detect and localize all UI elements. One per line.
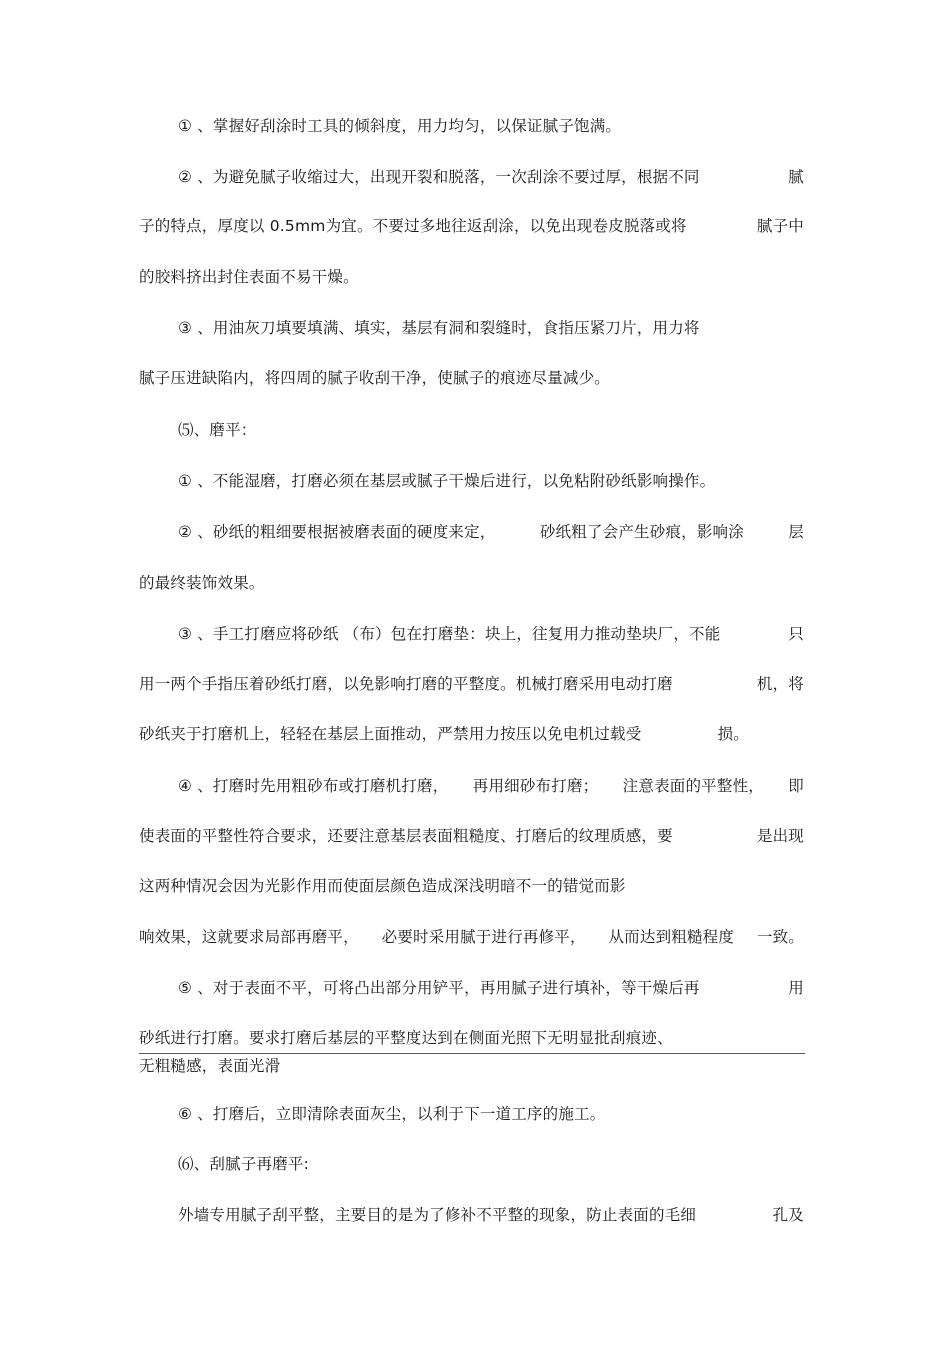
paragraph-step-2-line-3: 的胶料挤出封住表面不易干燥。 (139, 268, 359, 286)
sanding-step-2-line-1 (178, 522, 804, 542)
text-segment: ② 、为避免腻子收缩过大，出现开裂和脱落，一次刮涂不要过厚，根据不同 (178, 168, 700, 186)
text-segment: 孔及 (772, 1206, 804, 1224)
text-segment: 注意表面的平整性， (622, 777, 764, 795)
text-segment: 一致。 (756, 928, 804, 946)
paragraph-step-2-line-1 (178, 167, 804, 187)
text-segment: 用 (788, 979, 804, 997)
section-heading-sanding: ⑸、磨平： (178, 421, 257, 439)
text-segment: 用一两个手指压着砂纸打磨，以免影响打磨的平整度。机械打磨采用电动打磨 (139, 675, 673, 693)
text-segment: 是出现 (756, 827, 804, 845)
text-segment: 从而达到粗糙程度 (608, 928, 735, 946)
horizontal-rule (139, 1053, 805, 1054)
text-segment: 层 (788, 523, 804, 541)
text-segment: 机，将 (756, 675, 804, 693)
paragraph-step-3-line-2: 腻子压进缺陷内，将四周的腻子收刮干净，使腻子的痕迹尽量减少。 (139, 369, 611, 387)
sanding-step-2-line-2: 的最终装饰效果。 (139, 574, 265, 592)
text-segment: ② 、砂纸的粗细要根据被磨表面的硬度来定， (178, 523, 496, 541)
sanding-step-4-line-2 (139, 826, 804, 846)
text-segment: 损。 (717, 725, 749, 743)
text-segment: 砂纸粗了会产生砂痕，影响涂 (539, 523, 744, 541)
text-segment: 腻 (788, 168, 804, 186)
text-segment: 响效果，这就要求局部再磨平， (139, 928, 359, 946)
putty-resand-paragraph-line-1 (178, 1205, 804, 1225)
sanding-step-6: ⑥ 、打磨后，立即清除表面灰尘，以利于下一道工序的施工。 (178, 1105, 606, 1123)
text-segment: 外墙专用腻子刮平整，主要目的是为了修补不平整的现象，防止表面的毛细 (178, 1206, 697, 1224)
text-segment: 必要时采用腻于进行再修平， (381, 928, 586, 946)
text-segment: 再用细砂布打磨； (472, 777, 599, 795)
sanding-step-5-line-3: 无粗糙感，表面光滑 (139, 1057, 281, 1075)
paragraph-step-3-line-1: ③ 、用油灰刀填要填满、填实，基层有洞和裂缝时，食指压紧刀片，用力将 (178, 319, 700, 337)
text-segment: ④ 、打磨时先用粗砂布或打磨机打磨， (178, 777, 449, 795)
sanding-step-3-line-1 (178, 624, 804, 644)
sanding-step-3-line-3 (139, 724, 749, 744)
text-segment: 使表面的平整性符合要求，还要注意基层表面粗糙度、打磨后的纹理质感，要 (139, 827, 673, 845)
sanding-step-1: ① 、不能湿磨，打磨必须在基层或腻子干燥后进行，以免粘附砂纸影响操作。 (178, 472, 716, 490)
paragraph-step-2-line-2 (139, 216, 804, 236)
section-heading-putty-resand: ⑹、刮腻子再磨平: (178, 1155, 310, 1173)
text-segment: ⑤ 、对于表面不平，可将凸出部分用铲平，再用腻子进行填补，等干燥后再 (178, 979, 700, 997)
sanding-step-3-line-2 (139, 674, 804, 694)
text-segment: 子的特点，厚度以 0.5mm为宜。不要过多地往返刮涂，以免出现卷皮脱落或将 (139, 217, 687, 235)
sanding-step-4-line-3: 这两种情况会因为光影作用而使面层颜色造成深浅明暗不一的错觉而影 (139, 877, 626, 895)
paragraph-step-1: ① 、掌握好刮涂时工具的倾斜度，用力均匀，以保证腻子饱满。 (178, 117, 622, 135)
text-segment: 只 (788, 625, 804, 643)
text-segment: 腻子中 (756, 217, 804, 235)
sanding-step-5-line-2: 砂纸进行打磨。要求打磨后基层的平整度达到在侧面光照下无明显批刮痕迹、 (139, 1029, 673, 1047)
text-segment: 即 (788, 777, 804, 795)
sanding-step-4-line-4 (139, 927, 804, 947)
text-segment: ③ 、手工打磨应将砂纸 （布）包在打磨垫：块上，往复用力推动垫块厂，不能 (178, 625, 721, 643)
sanding-step-5-line-1 (178, 978, 804, 998)
sanding-step-4-line-1 (178, 776, 804, 796)
text-segment: 砂纸夹于打磨机上，轻轻在基层上面推动，严禁用力按压以免电机过载受 (139, 725, 642, 743)
